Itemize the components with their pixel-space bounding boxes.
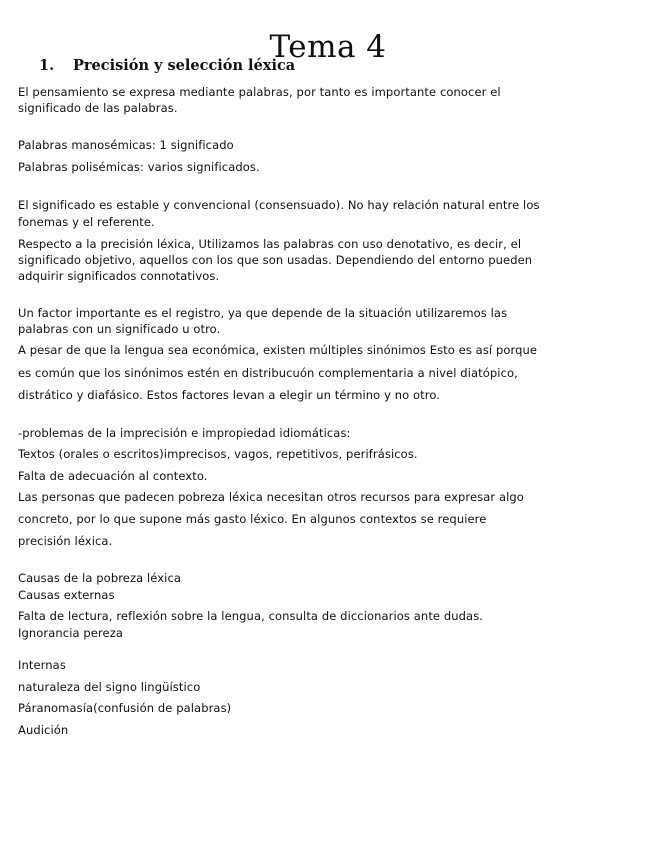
- text-line: Causas de la pobreza léxica: [18, 571, 182, 585]
- text-line: fonemas y el referente.: [18, 215, 155, 229]
- text-line: Páranomasía(confusión de palabras): [18, 701, 232, 715]
- text-line: distrático y diafásico. Estos factores levan a elegir un término y no otro.: [18, 388, 441, 402]
- text-line: Internas: [18, 658, 66, 672]
- section-number: 1.: [39, 57, 55, 74]
- text-line: Textos (orales o escritos)imprecisos, vagos, repetitivos, perifrásicos.: [18, 447, 418, 461]
- text-line: A pesar de que la lengua sea económica, existen múltiples sinónimos Esto es así porque: [18, 343, 538, 357]
- text-line: palabras con un significado u otro.: [18, 322, 221, 336]
- text-line: Causas externas: [18, 588, 115, 602]
- text-line: precisión léxica.: [18, 534, 113, 548]
- text-line: Audición: [18, 723, 69, 737]
- text-line: Palabras manosémicas: 1 significado: [18, 138, 234, 152]
- text-line: Palabras polisémicas: varios significados.: [18, 160, 260, 174]
- section-title: Precisión y selección léxica: [73, 57, 296, 74]
- text-line: adquirir significados connotativos.: [18, 269, 220, 283]
- text-line: concreto, por lo que supone más gasto léxico. En algunos contextos se requiere: [18, 512, 487, 526]
- text-line: El significado es estable y convencional (consensuado). No hay relación natural entre los: [18, 198, 540, 212]
- text-line: naturaleza del signo lingüístico: [18, 680, 201, 694]
- text-line: Respecto a la precisión léxica, Utilizamos las palabras con uso denotativo, es decir, el: [18, 237, 522, 251]
- text-line: El pensamiento se expresa mediante palabras, por tanto es importante conocer el: [18, 85, 501, 99]
- text-line: Las personas que padecen pobreza léxica necesitan otros recursos para expresar algo: [18, 490, 524, 504]
- text-line: Ignorancia pereza: [18, 626, 124, 640]
- page-title: Tema 4: [269, 28, 387, 65]
- text-line: Un factor importante es el registro, ya que depende de la situación utilizaremos las: [18, 306, 508, 320]
- text-line: Falta de lectura, reflexión sobre la lengua, consulta de diccionarios ante dudas.: [18, 609, 484, 623]
- text-line: significado objetivo, aquellos con los que son usadas. Dependiendo del entorno pueden: [18, 253, 533, 267]
- text-line: significado de las palabras.: [18, 101, 178, 115]
- text-line: es común que los sinónimos estén en distribucuón complementaria a nivel diatópico,: [18, 366, 518, 380]
- text-line: -problemas de la imprecisión e impropiedad idiomáticas:: [18, 426, 351, 440]
- section-heading: [39, 56, 295, 76]
- text-line: Falta de adecuación al contexto.: [18, 469, 208, 483]
